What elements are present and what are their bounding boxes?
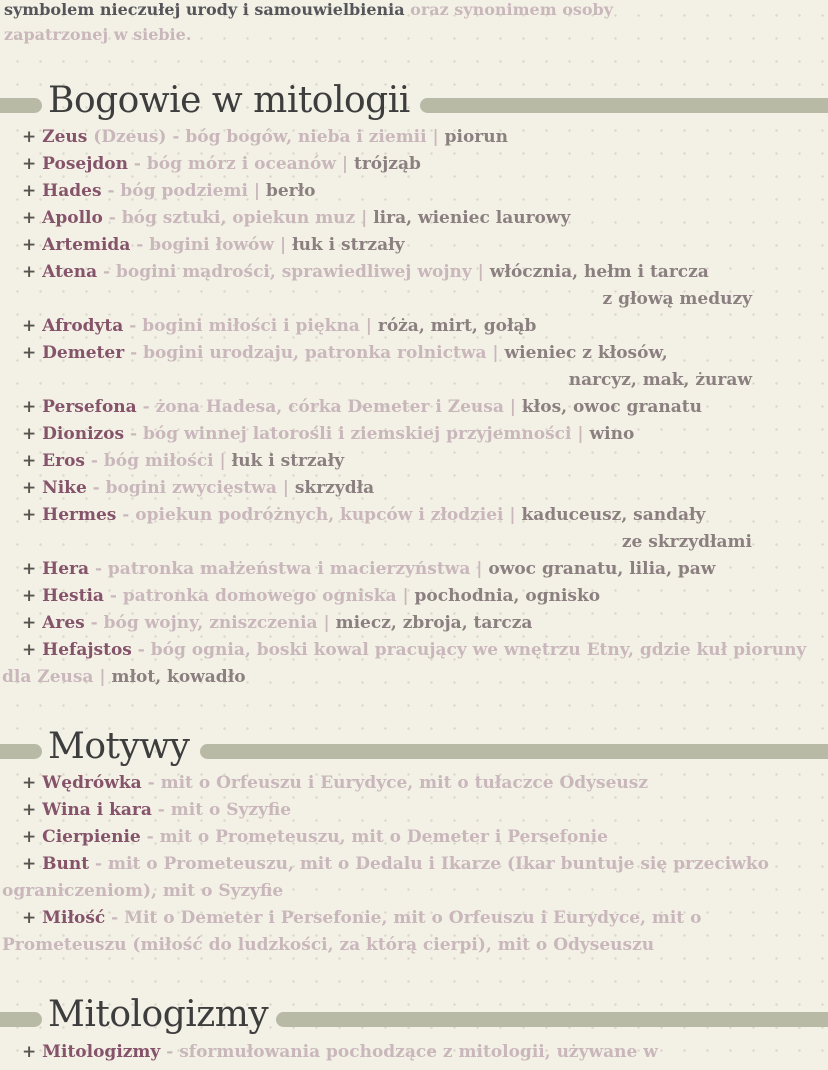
item-description: - bogini zwycięstwa |: [86, 478, 295, 498]
bullet-plus: +: [22, 208, 37, 228]
intro-light-text-continued: zapatrzonej w siebie.: [4, 25, 192, 44]
item-name: Nike: [42, 478, 87, 498]
list-item: [0, 259, 828, 313]
item-description: - bóg podziemi |: [101, 181, 266, 201]
bullet-plus: +: [22, 343, 37, 363]
item-line: [0, 421, 828, 448]
item-description: - bogini miłości i piękna |: [123, 316, 378, 336]
item-description: - żona Hadesa, córka Demeter i Zeusa |: [136, 397, 522, 417]
bullet-plus: +: [22, 613, 37, 633]
intro-light-text: oraz synonimem osoby: [404, 0, 614, 19]
list-item: [0, 797, 828, 824]
item-line: [0, 610, 828, 637]
heading-bar-right: [420, 98, 828, 113]
item-description: - patronka małżeństwa i macierzyństwa |: [89, 559, 489, 579]
item-attribute: wino: [589, 424, 635, 444]
item-attribute: miecz, zbroja, tarcza: [335, 613, 533, 633]
item-attribute: trójząb: [354, 154, 421, 174]
motifs-list: [0, 770, 828, 959]
item-description: - sformułowania pochodzące z mitologii, używane w: [160, 1042, 658, 1062]
list-item: [0, 502, 828, 556]
list-item: [0, 475, 828, 502]
item-name: Wędrówka: [42, 773, 142, 793]
item-name: Apollo: [42, 208, 103, 228]
item-description: - bóg winnej latorośli i ziemskiej przyjemności |: [124, 424, 590, 444]
item-name: Artemida: [42, 235, 131, 255]
item-line: [0, 502, 828, 529]
item-description: - bogini mądrości, sprawiedliwej wojny |: [97, 262, 490, 282]
item-description: - mit o Prometeuszu, mit o Demeter i Persefonie: [140, 827, 608, 847]
item-name: Posejdon: [42, 154, 128, 174]
item-name: Wina i kara: [42, 800, 152, 820]
bullet-plus: +: [22, 800, 37, 820]
list-item: [0, 151, 828, 178]
bullet-plus: +: [22, 451, 37, 471]
heading-title: Mitologizmy: [48, 994, 269, 1035]
item-line: [0, 394, 828, 421]
item-attribute: owoc granatu, lilia, paw: [488, 559, 716, 579]
item-name: Eros: [42, 451, 85, 471]
list-item: [0, 448, 828, 475]
bullet-plus: +: [22, 262, 37, 282]
list-item: [0, 178, 828, 205]
bullet-plus: +: [22, 424, 37, 444]
item-name: Ares: [42, 613, 85, 633]
item-line: [0, 770, 828, 797]
item-attribute: młot, kowadło: [111, 667, 246, 687]
bullet-plus: +: [22, 559, 37, 579]
list-item: [0, 905, 828, 959]
item-attribute: piorun: [444, 127, 508, 147]
item-line: [0, 313, 828, 340]
item-name: Hefajstos: [42, 640, 132, 660]
item-attribute: łuk i strzały: [292, 235, 405, 255]
bullet-plus: +: [22, 127, 37, 147]
item-attribute: kłos, owoc granatu: [521, 397, 702, 417]
item-name: Afrodyta: [42, 316, 124, 336]
bullet-plus: +: [22, 773, 37, 793]
bullet-plus: +: [22, 908, 37, 928]
item-attribute: łuk i strzały: [231, 451, 345, 471]
heading-bar-left: [0, 1012, 42, 1027]
item-attribute: róża, mirt, gołąb: [377, 316, 537, 336]
item-attribute: włócznia, hełm i tarcza: [489, 262, 709, 282]
bullet-plus: +: [22, 1042, 37, 1062]
item-line: [0, 905, 817, 959]
item-description: - opiekun podróżnych, kupców i złodziei |: [116, 505, 522, 525]
item-description: - mit o Orfeuszu i Eurydyce, mit o tułaczce Odyseusz: [141, 773, 649, 793]
item-attribute: wieniec z kłosów,: [504, 343, 668, 363]
list-item: [0, 770, 828, 797]
item-name: Bunt: [42, 854, 90, 874]
section-heading-gods: [0, 77, 828, 129]
item-description: (Dzeus) - bóg bogów, nieba i ziemii |: [87, 127, 445, 147]
item-name: Zeus: [42, 127, 88, 147]
item-line: [0, 205, 828, 232]
heading-bar-left: [0, 744, 42, 759]
item-description: - bóg ognia, boski kowal pracujący we wnętrzu Etny, gdzie kuł pioruny dla Zeusa |: [2, 640, 807, 687]
list-item: [0, 851, 828, 905]
item-description: - bóg miłości |: [85, 451, 232, 471]
bullet-plus: +: [22, 235, 37, 255]
item-name: Dionizos: [42, 424, 125, 444]
item-name: Persefona: [42, 397, 137, 417]
bullet-plus: +: [22, 397, 37, 417]
item-description: - mit o Prometeuszu, mit o Dedalu i Ikarze (Ikar buntuje się przeciwko ograniczeniom), mit o Syzyfie: [2, 854, 769, 901]
bullet-plus: +: [22, 181, 37, 201]
list-item: [0, 124, 828, 151]
item-name: Mitologizmy: [42, 1042, 161, 1062]
item-name: Atena: [42, 262, 98, 282]
list-item: [0, 610, 828, 637]
item-attribute-continued: z głową meduzy: [602, 289, 752, 309]
section-heading-motifs: [0, 723, 828, 775]
item-line: [0, 151, 828, 178]
item-name: Demeter: [42, 343, 125, 363]
list-item: [0, 1039, 828, 1066]
item-name: Hades: [42, 181, 102, 201]
list-item: [0, 313, 828, 340]
item-attribute: pochodnia, ognisko: [414, 586, 601, 606]
item-line: [0, 124, 828, 151]
item-line: [0, 340, 828, 367]
bullet-plus: +: [22, 316, 37, 336]
item-name: Miłość: [42, 908, 106, 928]
bullet-plus: +: [22, 586, 37, 606]
item-description: - bogini urodzaju, patronka rolnictwa |: [124, 343, 505, 363]
item-description: - patronka domowego ogniska |: [103, 586, 415, 606]
item-attribute-continued: narcyz, mak, żuraw: [568, 370, 752, 390]
section-heading-mythologisms: [0, 991, 828, 1043]
bullet-plus: +: [22, 854, 37, 874]
item-description: - bóg wojny, zniszczenia |: [84, 613, 336, 633]
item-description: - bóg mórz i oceanów |: [127, 154, 354, 174]
item-line: [0, 259, 828, 286]
item-line: [0, 1039, 828, 1066]
list-item: [0, 421, 828, 448]
item-line: [0, 448, 828, 475]
item-name: Hera: [42, 559, 90, 579]
item-description: - mit o Syzyfie: [151, 800, 292, 820]
item-name: Cierpienie: [42, 827, 141, 847]
heading-title: Bogowie w mitologii: [48, 80, 410, 121]
item-name: Hestia: [42, 586, 104, 606]
list-item: [0, 824, 828, 851]
list-item: [0, 394, 828, 421]
mythologisms-list: [0, 1039, 828, 1066]
item-line: [0, 637, 817, 691]
item-line: [0, 851, 817, 905]
item-line: [0, 824, 828, 851]
heading-bar-left: [0, 98, 42, 113]
heading-title: Motywy: [48, 726, 190, 767]
item-attribute: kaduceusz, sandały: [521, 505, 706, 525]
item-description: - bogini łowów |: [130, 235, 293, 255]
list-item: [0, 556, 828, 583]
heading-bar-right: [276, 1012, 828, 1027]
item-line: [0, 178, 828, 205]
bullet-plus: +: [22, 154, 37, 174]
bullet-plus: +: [22, 478, 37, 498]
item-line: [0, 475, 828, 502]
gods-list: [0, 124, 828, 691]
item-name: Hermes: [42, 505, 117, 525]
item-description: - bóg sztuki, opiekun muz |: [102, 208, 374, 228]
heading-bar-right: [200, 744, 828, 759]
item-attribute-continued: ze skrzydłami: [621, 532, 752, 552]
list-item: [0, 232, 828, 259]
item-description: - Mit o Demeter i Persefonie, mit o Orfeuszu i Eurydyce, mit o Prometeuszu (miłość do ludzkości, za którą cierpi), mit o Odyseuszu: [2, 908, 702, 955]
item-line: [0, 583, 828, 610]
item-attribute: lira, wieniec laurowy: [373, 208, 571, 228]
bullet-plus: +: [22, 640, 37, 660]
item-line: [0, 232, 828, 259]
intro-bold-text: symbolem nieczułej urody i samouwielbienia: [4, 0, 405, 19]
item-line: [0, 797, 828, 824]
bullet-plus: +: [22, 827, 37, 847]
item-attribute: skrzydła: [294, 478, 375, 498]
list-item: [0, 340, 828, 394]
bullet-plus: +: [22, 505, 37, 525]
item-attribute: berło: [265, 181, 316, 201]
intro-paragraph: [4, 0, 819, 47]
item-line: [0, 556, 828, 583]
list-item: [0, 205, 828, 232]
list-item: [0, 583, 828, 610]
list-item: [0, 637, 828, 691]
